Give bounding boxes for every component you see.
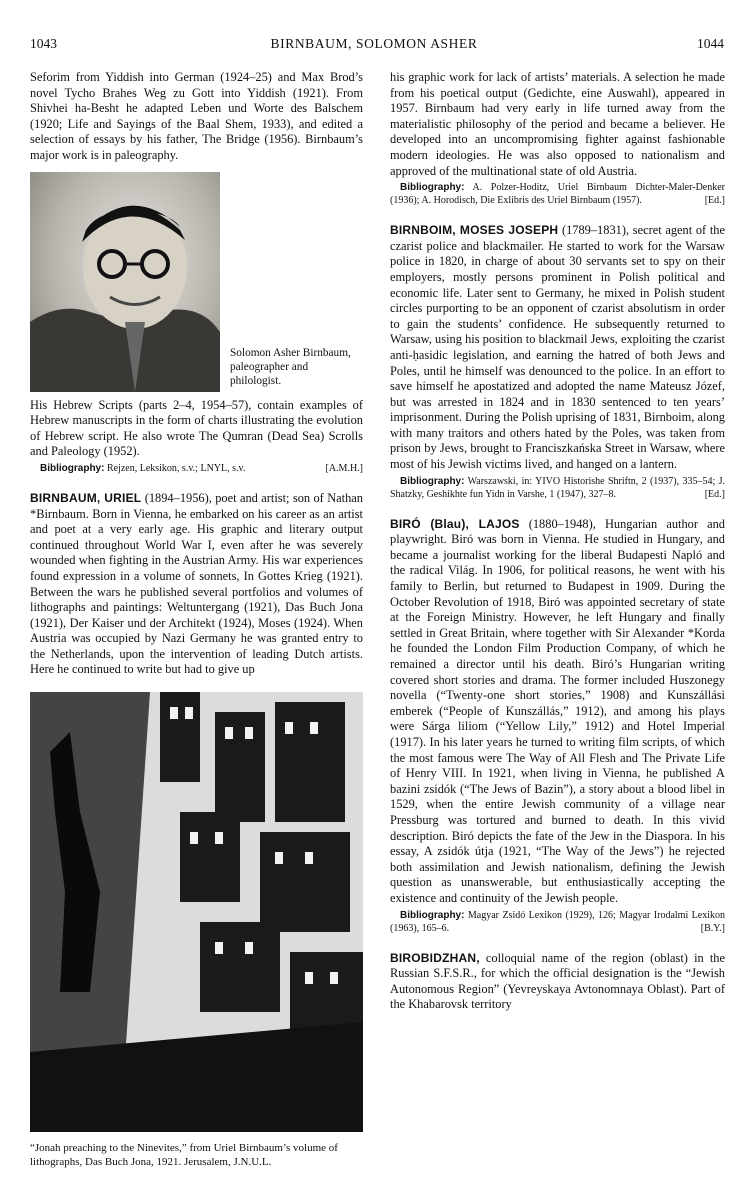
entry-text: (1894–1956), poet and artist; son of Nathan *Birnbaum. Born in Vienna, he embarked on his career as an artist and poet at a very early age. His graphic and literary output continued throughout World War I, even after he was severely wounded when fighting in the Austrian Army. His war experiences found expression in a volume of sonnets, In Gottes Krieg (1921). Between the wars he published several portfolios and volumes of lithographs and paintings: Weltuntergang (1921), Das Buch Jona (1921), Der Kaiser und der Architekt (1924), Moses (1924). When Austria was occupied by Nazi Germany he was granted entry to the Netherlands, upon the intervention of leading Dutch artists. Here he continued to write but had to give up bbox=[30, 490, 363, 677]
running-header bbox=[0, 36, 748, 56]
portrait-figure bbox=[30, 172, 363, 392]
author-signature: [B.Y.] bbox=[700, 922, 725, 934]
author-signature: [Ed.] bbox=[704, 195, 725, 207]
bibliography bbox=[390, 475, 725, 501]
lithograph-image bbox=[30, 692, 363, 1132]
bibliography-text: Rejzen, Leksikon, s.v.; LNYL, s.v. bbox=[106, 462, 246, 474]
entry-heading: BIRÓ (Blau), LAJOS bbox=[390, 516, 520, 531]
bibliography-text: A. Polzer-Hoditz, Uriel Birnbaum Dichter-Maler-Denker (1936); A. Horodisch, Die Exlibris des Uriel Birnbaum (1957). bbox=[390, 182, 725, 207]
page-number-left: 1043 bbox=[30, 36, 57, 51]
bibliography bbox=[390, 181, 725, 207]
portrait-photo bbox=[30, 172, 220, 392]
page-number-right: 1044 bbox=[697, 36, 724, 51]
portrait-illustration bbox=[30, 172, 220, 392]
entry-heading: BIROBIDZHAN, bbox=[390, 950, 480, 965]
entry-heading: BIRNBOIM, MOSES JOSEPH bbox=[390, 223, 559, 238]
entry-text: (1880–1948), Hungarian author and playwright. Biró was born in Vienna. He studied in Hungary, and became a journalist working for the liberal Budapesti Napló and the radical Világ. In 1906, for political reasons, he went with his family to Berlin, but returned to Budapest in 1909. During the October Revolution of 1918, Biró was appointed secretary of state at the Foreign Ministry. However, he left Hungary and finally settled in Great Britain, where together with Sir Alexander *Korda he founded the London Film Production Company, of which he remained a director until his death. Biró’s Hungarian writing covered short stories and drama. The former included Huszonegy novella (“Twenty-one short stories,” 1908) and Kunszállási emberek (“People of Kunszállás,” 1912), and among his plays were Sárga liliom (“Yellow Lily,” 1912) and Hotel Imperial (1917). In his later years he turned to writing film scripts, of which the most famous were The Way of All Flesh and The Private Life of Henry VIII. In 1921, when living in Vienna, he published A bazini zsidók (“The Jews of Bazin”), a story about a blood libel in 1529, when the entire Jewish community of a village near Pressburg was tortured and burned to death. In this vivid description. Biró depicts the fate of the Jew in the Diaspora. In his essay, A zsidók útja (1921, “The Way of the Jews”) he rejected both assimilation and Jewish nationalism, defining the Jewish question as unanswerable, but enthusiastically accepting the existence and continuity of the Jewish people. bbox=[390, 516, 725, 905]
entry-biro-lajos bbox=[390, 517, 725, 907]
bibliography-label: Bibliography: bbox=[40, 462, 105, 474]
portrait-caption: Solomon Asher Birnbaum, paleographer and philologist. bbox=[230, 346, 351, 387]
paragraph: his graphic work for lack of artists’ materials. A selection he made from his poetical output (Gedichte, eine Auswahl), appeared in 1957. Birnbaum had very early in life turned away from the materialistic philosophy of the period and became a believer. He developed into an uncompromising fighter against fashionable modern ideologies. He was also opposed to nationalism and approved of the multinational state of old Austria. bbox=[390, 70, 725, 178]
right-column bbox=[390, 70, 725, 1013]
left-column bbox=[30, 70, 363, 1169]
entry-text: colloquial name of the region (oblast) in the Russian S.F.S.R., for which the official designation is the “Jewish Autonomous Region” (Yevreyskaya Avtonomnaya Oblast). Part of the Khabarovsk territory bbox=[390, 950, 725, 1012]
bibliography bbox=[30, 462, 363, 475]
bibliography-label: Bibliography: bbox=[400, 475, 465, 487]
bibliography-text: Warszawski, in: YIVO Historishe Shriftn, 2 (1937), 335–54; J. Shatzky, Geshikhte fun Yidn in Varshe, 1 (1947), 327–8. bbox=[390, 475, 725, 500]
lithograph-caption: “Jonah preaching to the Ninevites,” from Uriel Birnbaum’s volume of lithographs, Das Buch Jona, 1921. Jerusalem, J.N.U.L. bbox=[30, 1142, 338, 1168]
author-signature: [A.M.H.] bbox=[325, 462, 363, 474]
bibliography-label: Bibliography: bbox=[400, 909, 465, 921]
entry-birnbaum-uriel bbox=[30, 491, 363, 678]
entry-birnboim-moses bbox=[390, 223, 725, 473]
bibliography-text: Magyar Zsidó Lexikon (1929), 126; Magyar Irodalmi Lexikon (1963), 165–6. bbox=[390, 909, 726, 934]
paragraph: His Hebrew Scripts (parts 2–4, 1954–57), contain examples of Hebrew manuscripts in the form of charts illustrating the evolution of Hebrew script. He also wrote The Qumran (Dead Sea) Scrolls and Paleology (1952). bbox=[30, 397, 363, 459]
paragraph: Seforim from Yiddish into German (1924–25) and Max Brod’s novel Tycho Brahes Weg zu Gott into Yiddish (1921). From Shivhei ha-Besht he adapted Leben und Worte des Balschem (1920; Life and Sayings of the Baal Shem, 1933), and edited a selection of essays by his father, The Bridge (1956). Birnbaum’s major work is in paleography. bbox=[30, 70, 363, 162]
entry-text: (1789–1831), secret agent of the czarist police and blackmailer. He started to work for the Warsaw police in 1820, in charge of about 30 servants set to spy on their employers, mostly persons prominent in Polish political and economic life. Later sent to Germany, he mixed in Polish student circles purporting to be an opponent of czarist absolutism in order to gain the students’ confidence. He subsequently returned to Warsaw, using his position to blackmail Jews, exploiting the czarist anti-ḥasidic legislation, and earning the hatred of both Jews and Poles, until he himself was denounced to the police. In an effort to save himself he apostatized and adopted the name Mateusz Józef, but was arrested in 1824 and in 1830 sentenced to ten years’ imprisonment. During the Polish uprising of 1831, Birnboim, along with many traitors and others hated by the Poles, was taken from prison by Jews, brought to Franciszkańska Street in Warsaw, where most of his Jewish victims lived, and hanged on a lantern. bbox=[390, 223, 725, 472]
bibliography bbox=[390, 909, 725, 935]
entry-birobidzhan bbox=[390, 951, 725, 1013]
bibliography-label: Bibliography: bbox=[400, 182, 465, 194]
author-signature: [Ed.] bbox=[704, 488, 725, 500]
running-title: BIRNBAUM, SOLOMON ASHER bbox=[270, 36, 478, 51]
lithograph-illustration bbox=[30, 692, 363, 1132]
entry-heading: BIRNBAUM, URIEL bbox=[30, 490, 142, 505]
